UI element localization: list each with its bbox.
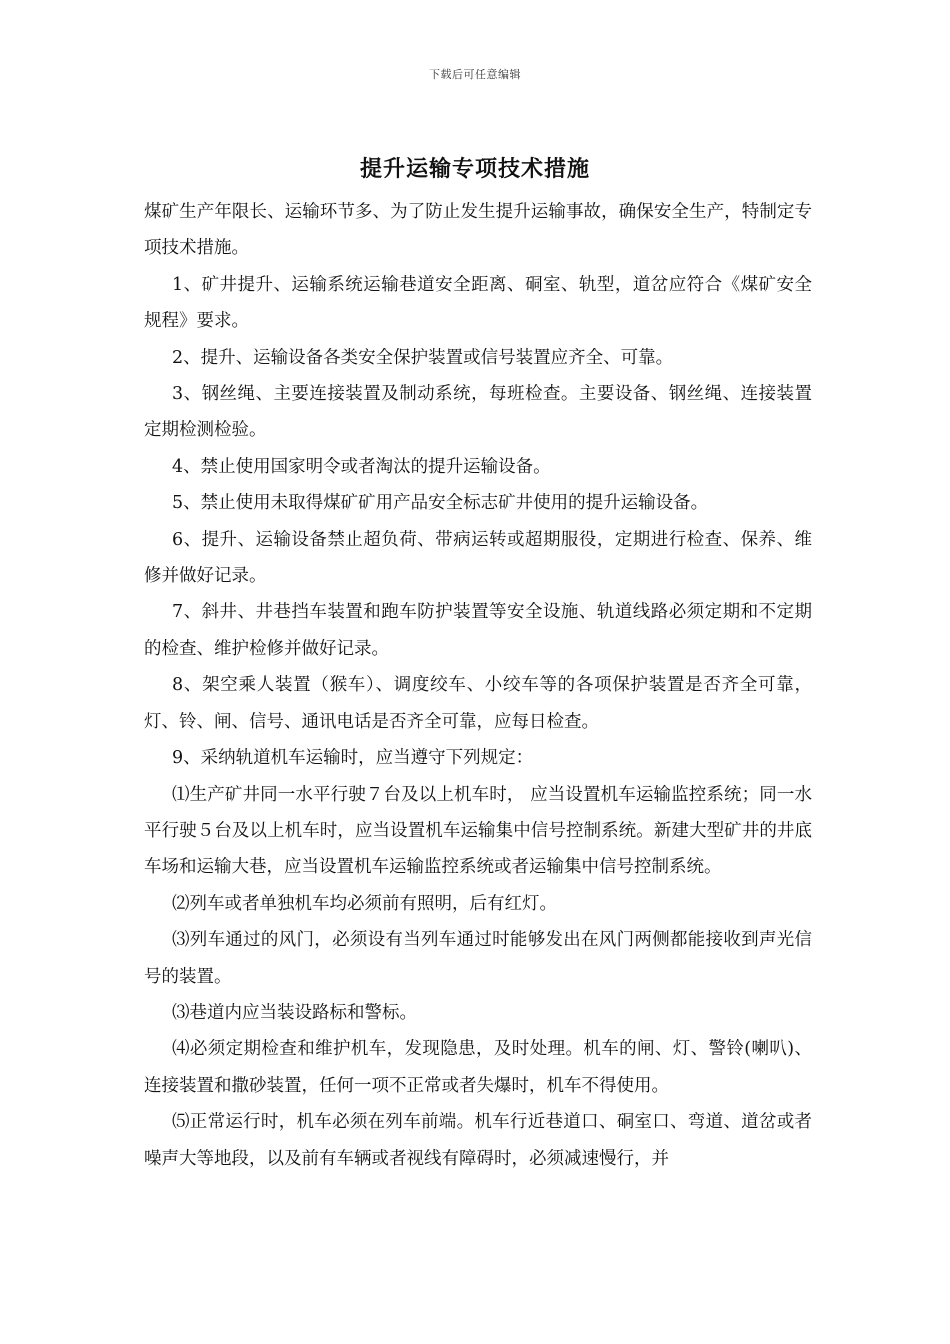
paragraph: 3、钢丝绳、主要连接装置及制动系统，每班检查。主要设备、钢丝绳、连接装置定期检测检验。 [144,384,812,441]
paragraph: 7、斜井、井巷挡车装置和跑车防护装置等安全设施、轨道线路必须定期和不定期的检查、维护检修并做好记录。 [144,602,812,659]
paragraph: 4、禁止使用国家明令或者淘汰的提升运输设备。 [172,456,551,477]
header-note: 下载后可任意编辑 [429,68,521,81]
paragraph: ⑴生产矿井同一水平行驶７台及以上机车时， 应当设置机车运输监控系统；同一水平行驶５台及以上机车时，应当设置机车运输集中信号控制系统。新建大型矿井的井底车场和运输大巷，应当设置机车运输监控系统或者运输集中信号控制系统。 [144,784,812,878]
document-title: 提升运输专项技术措施 [359,156,590,182]
paragraph: ⑶列车通过的风门，必须设有当列车通过时能够发出在风门两侧都能接收到声光信号的装置。 [144,930,812,987]
paragraph: 9、采纳轨道机车运输时，应当遵守下列规定： [172,748,534,769]
paragraph: ⑸正常运行时，机车必须在列车前端。机车行近巷道口、硐室口、弯道、道岔或者噪声大等地段，以及前有车辆或者视线有障碍时，必须减速慢行，并 [144,1112,812,1169]
paragraph: 6、提升、运输设备禁止超负荷、带病运转或超期服役，定期进行检查、保养、维修并做好记录。 [144,529,812,587]
paragraph: 煤矿生产年限长、运输环节多、为了防止发生提升运输事故，确保安全生产，特制定专项技术措施。 [144,202,812,259]
paragraph: 1、矿井提升、运输系统运输巷道安全距离、硐室、轨型，道岔应符合《煤矿安全规程》要求。 [144,274,812,332]
paragraph: 5、禁止使用未取得煤矿矿用产品安全标志矿井使用的提升运输设备。 [172,493,709,514]
paragraph: 8、架空乘人装置（猴车）、调度绞车、小绞车等的各项保护装置是否齐全可靠，灯、铃、闸、信号、通讯电话是否齐全可靠，应每日检查。 [144,675,812,732]
paragraph: ⑷必须定期检查和维护机车，发现隐患，及时处理。机车的闸、灯、警铃(喇叭)、连接装置和撒砂装置，任何一项不正常或者失爆时，机车不得使用。 [144,1039,812,1096]
paragraph: ⑵列车或者单独机车均必须前有照明，后有红灯。 [172,893,557,914]
document-body [144,194,812,1177]
paragraph: 2、提升、运输设备各类安全保护装置或信号装置应齐全、可靠。 [172,347,674,368]
paragraph: ⑶巷道内应当装设路标和警标。 [172,1002,417,1023]
